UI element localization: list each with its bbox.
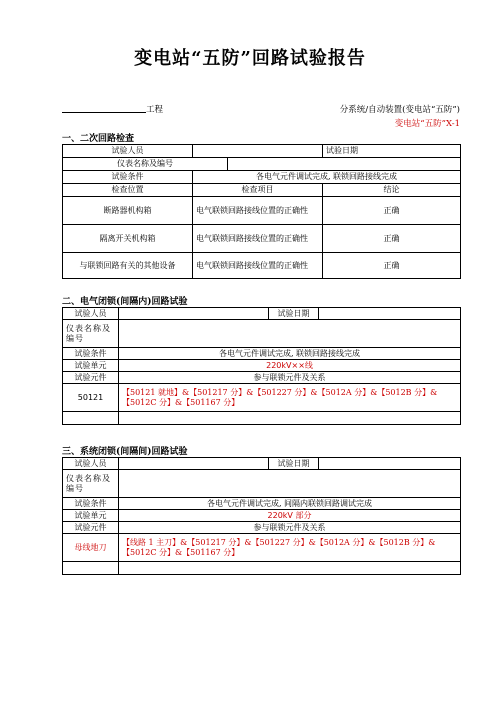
table-row — [63, 171, 461, 184]
unit-value: 220kV××线 — [119, 360, 461, 372]
component-label: 试验元件 — [63, 522, 119, 534]
condition-value: 各电气元件调试完成, 联锁回路接线完成 — [119, 348, 461, 360]
condition-label: 试验条件 — [63, 171, 193, 184]
component-value: 50121 — [63, 384, 119, 412]
section2-heading: 二、电气闭锁(间隔内)回路试验 — [62, 297, 188, 307]
col-position: 检查位置 — [63, 184, 193, 197]
table-row — [63, 320, 461, 348]
relation-value: 【线路 1 主刀】&【501217 分】&【501227 分】&【5012A 分】&【5012B 分】&【5012C 分】&【501167 分】 — [119, 534, 461, 562]
report-title: 变电站“五防”回路试验报告 — [134, 48, 366, 69]
col-result: 结论 — [323, 184, 461, 197]
empty-cell — [63, 412, 119, 425]
table-row — [63, 158, 461, 171]
instrument-label: 仪表名称及编号 — [63, 158, 228, 171]
date-cell — [323, 145, 461, 158]
table-row — [63, 360, 461, 372]
report-code: 变电站“五防”X-1 — [394, 119, 460, 129]
date-value — [319, 458, 461, 470]
unit-label: 试验单元 — [63, 510, 119, 522]
check-result: 正确 — [323, 197, 461, 225]
check-result: 正确 — [323, 253, 461, 279]
instrument-value — [119, 320, 461, 348]
table-row — [63, 412, 461, 425]
instrument-value — [119, 470, 461, 498]
tester-value — [193, 145, 323, 158]
check-position: 断路器机构箱 — [63, 197, 193, 225]
condition-value: 各电气元件调试完成, 间隔内联锁回路调试完成 — [119, 498, 461, 510]
table-row — [63, 384, 461, 412]
instrument-label: 仪表名称及编号 — [63, 470, 119, 498]
unit-value: 220kV 部分 — [119, 510, 461, 522]
check-item: 电气联锁回路接线位置的正确性 — [193, 197, 323, 225]
instrument-label: 仪表名称及编号 — [63, 320, 119, 348]
check-item: 电气联锁回路接线位置的正确性 — [193, 225, 323, 253]
table-row — [63, 522, 461, 534]
condition-label: 试验条件 — [63, 498, 119, 510]
table-row — [63, 253, 461, 279]
empty-cell — [119, 562, 461, 575]
table-row — [63, 372, 461, 384]
date-label: 试验日期 — [269, 308, 319, 320]
component-value: 母线地刀 — [63, 534, 119, 562]
condition-label: 试验条件 — [63, 348, 119, 360]
tester-label: 试验人员 — [63, 458, 119, 470]
tester-label: 试验人员 — [63, 145, 193, 158]
project-label: 工程 — [146, 105, 164, 115]
subsystem-label: 分系统/自动装置(变电站“五防”) — [339, 105, 460, 115]
condition-value: 各电气元件调试完成, 联锁回路接线完成 — [193, 171, 461, 184]
table-row — [63, 562, 461, 575]
table-row — [63, 225, 461, 253]
table-row — [63, 510, 461, 522]
empty-cell — [119, 412, 461, 425]
section1-heading: 一、二次回路检查 — [62, 134, 135, 144]
empty-cell — [63, 562, 119, 575]
instrument-value — [228, 158, 461, 171]
component-label: 试验元件 — [63, 372, 119, 384]
table-row — [63, 534, 461, 562]
check-item: 电气联锁回路接线位置的正确性 — [193, 253, 323, 279]
section3-heading: 三、系统闭锁(间隔间)回路试验 — [62, 447, 188, 457]
relation-label: 参与联锁元件及关系 — [119, 522, 461, 534]
table-row — [63, 308, 461, 320]
project-name-blank — [62, 112, 146, 113]
date-value — [319, 308, 461, 320]
section2-table — [62, 307, 461, 425]
table-row — [63, 197, 461, 225]
tester-label: 试验人员 — [63, 308, 119, 320]
table-row — [63, 498, 461, 510]
section3-table — [62, 457, 461, 575]
check-position: 与联锁回路有关的其他设备 — [63, 253, 193, 279]
relation-value: 【50121 就地】&【501217 分】&【501227 分】&【5012A 分】&【5012B 分】&【5012C 分】&【501167 分】 — [119, 384, 461, 412]
col-item: 检查项目 — [193, 184, 323, 197]
table-row — [63, 470, 461, 498]
relation-label: 参与联锁元件及关系 — [119, 372, 461, 384]
table-row — [63, 348, 461, 360]
table-row — [63, 458, 461, 470]
date-label: 试验日期 — [269, 458, 319, 470]
check-position: 隔离开关机构箱 — [63, 225, 193, 253]
tester-value — [119, 458, 269, 470]
date-label: 试验日期 — [326, 146, 358, 155]
tester-value — [119, 308, 269, 320]
table-row — [63, 184, 461, 197]
check-result: 正确 — [323, 225, 461, 253]
section1-table — [62, 144, 461, 279]
unit-label: 试验单元 — [63, 360, 119, 372]
table-row — [63, 145, 461, 158]
